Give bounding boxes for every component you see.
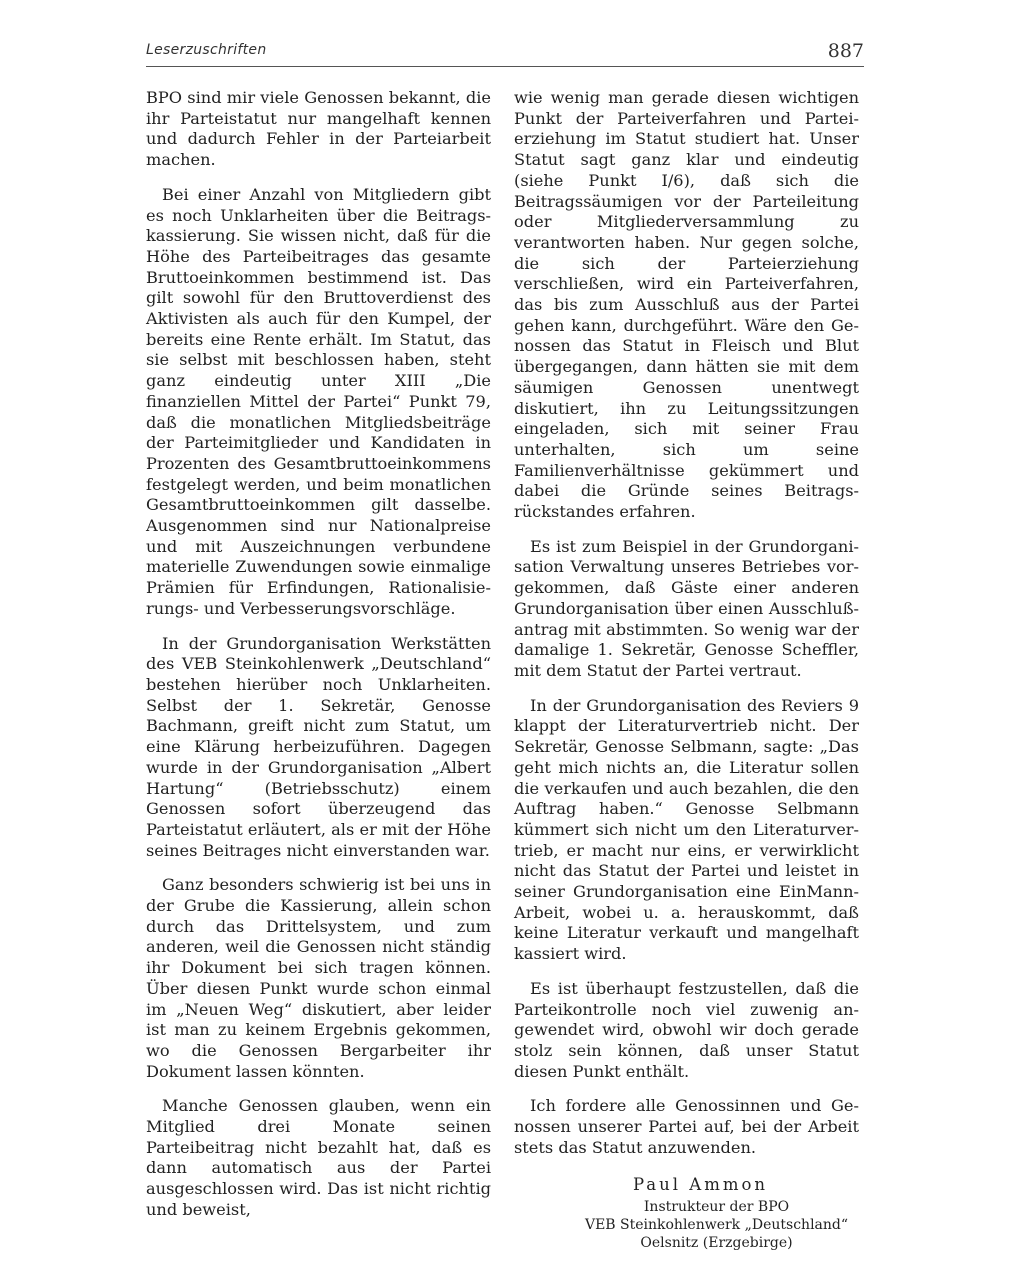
author-title: Instrukteur der BPO — [643, 1199, 790, 1216]
paragraph: Es ist zum Beispiel in der Grundorganisation Verwaltung unseres Betriebes vorgekommen, daß Gäste einer anderen Grundorganisation über einen Ausschlußantrag mit abstimmten. So wenig war der damalige 1. Sekretär, Genosse Scheffler, mit dem Statut der Partei vertraut. — [514, 536, 859, 680]
author-organization: VEB Steinkohlenwerk „Deutschland“ — [584, 1217, 849, 1234]
paragraph: BPO sind mir viele Genossen bekannt, die ihr Parteistatut nur mangelhaft kennen und dadurch Fehler in der Parteiarbeit machen. — [146, 88, 491, 170]
page-number: 887 — [827, 40, 864, 62]
paragraph: Ganz besonders schwierig ist bei uns in der Grube die Kassierung, allein schon durch das Drittelsystem, und zum anderen, weil die Genossen nicht ständig ihr Dokument bei sich tragen können. Über diesen Punkt wurde schon einmal im „Neuen Weg“ diskutiert, aber leider ist man zu keinem Ergebnis gekommen, wo die Genossen Bergarbeiter ihr Dokument lassen könnten. — [146, 875, 491, 1081]
paragraph: wie wenig man gerade diesen wichtigen Punkt der Parteiverfahren und Parteierziehung im Statut studiert hat. Unser Statut sagt ganz klar und eindeutig (siehe Punkt I/6), daß sich die Beitragssäumigen vor der Parteileitung oder Mitgliederversammlung zu verantworten haben. Nur gegen solche, die sich der Parteierziehung verschließen, wird ein Parteiverfahren, das bis zum Ausschluß aus der Partei gehen kann, durchgeführt. Wäre den Genossen das Statut in Fleisch und Blut übergegangen, dann hätten sie mit dem säumigen Genossen unentwegt diskutiert, ihn zu Leitungssitzungen eingeladen, sich mit seiner Frau unterhalten, sich um seine Familienverhältnisse gekümmert und dabei die Gründe seines Beitragsrückstandes erfahren. — [514, 88, 859, 522]
running-head: Leserzuschriften — [146, 42, 267, 58]
paragraph: Manche Genossen glauben, wenn ein Mitglied drei Monate seinen Parteibeitrag nicht bezahlt hat, daß es dann automatisch aus der Partei ausgeschlossen wird. Das ist nicht richtig und beweist, — [146, 1096, 491, 1219]
right-column — [514, 88, 859, 1252]
header-rule — [146, 66, 864, 67]
paragraph: Es ist überhaupt festzustellen, daß die Parteikontrolle noch viel zuwenig angewendet wird, obwohl wir doch gerade stolz sein können, daß unser Statut diesen Punkt enthält. — [514, 978, 859, 1081]
left-column — [146, 88, 491, 1235]
paragraph: Ich fordere alle Genossinnen und Genossen unserer Partei auf, bei der Arbeit stets das Statut anzuwenden. — [514, 1096, 859, 1157]
paragraph: Bei einer Anzahl von Mitgliedern gibt es noch Unklarheiten über die Beitragskassierung. Sie wissen nicht, daß für die Höhe des Parteibeitrages das gesamte Bruttoeinkommen bestimmend ist. Das gilt sowohl für den Bruttoverdienst des Aktivisten als auch für den Kumpel, der bereits eine Rente erhält. Im Statut, das sie selbst mit beschlossen haben, steht ganz eindeutig unter XIII „Die finanziellen Mittel der Partei“ Punkt 79, daß die monatlichen Mitgliedsbeiträge der Parteimitglieder und Kandidaten in Prozenten des Gesamtbruttoeinkommens festgelegt werden, und beim monatlichen Gesamtbruttoeinkommen gilt dasselbe. Ausgenommen sind nur Nationalpreise und mit Auszeichnungen verbundene materielle Zuwendungen sowie einmalige Prämien für Erfindungen, Rationalisierungs- und Verbesserungsvorschläge. — [146, 184, 491, 618]
paragraph: In der Grundorganisation Werkstätten des VEB Steinkohlenwerk „Deutschland“ bestehen hierüber noch Unklarheiten. Selbst der 1. Sekretär, Genosse Bachmann, greift nicht zum Statut, um eine Klärung herbeizuführen. Dagegen wurde in der Grundorganisation „Albert Hartung“ (Betriebsschutz) einem Genossen sofort überzeugend das Parteistatut erläutert, als er mit der Höhe seines Beitrages nicht einverstanden war. — [146, 633, 491, 860]
author-location: Oelsnitz (Erzgebirge) — [640, 1235, 793, 1252]
paragraph: In der Grundorganisation des Reviers 9 klappt der Literaturvertrieb nicht. Der Sekretär, Genosse Selbmann, sagte: „Das geht mich nichts an, die Literatur sollen die verkaufen und auch bezahlen, die den Auftrag haben.“ Genosse Selbmann kümmert sich nicht um den Literaturvertrieb, er macht nur eins, er verwirklicht nicht das Statut der Partei und leistet in seiner Grundorganisation eine EinMann-Arbeit, wobei u. a. herauskommt, daß keine Literatur verkauft und mangelhaft kassiert wird. — [514, 695, 859, 964]
signature-block — [514, 1176, 859, 1252]
author-name: Paul Ammon — [632, 1175, 769, 1195]
